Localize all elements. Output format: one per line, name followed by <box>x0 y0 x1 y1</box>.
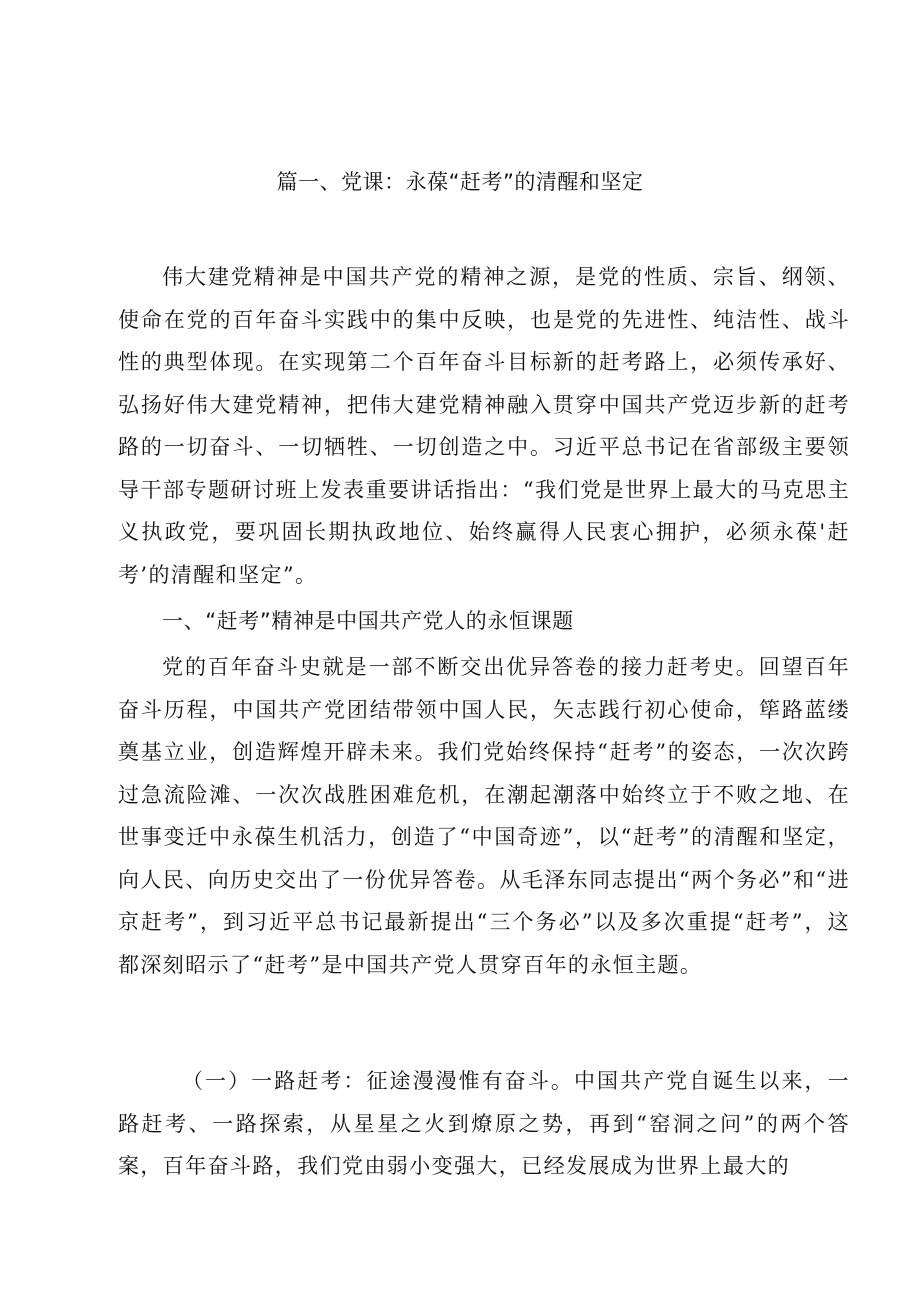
section-heading: 一、“赶考”精神是中国共产党人的永恒课题 <box>162 609 574 633</box>
body-paragraph-subsection-one: （一）一路赶考：征途漫漫惟有奋斗。中国共产党自诞生以来，一路赶考、一路探索，从星星之火到燎原之势，再到“窑洞之问”的两个答案，百年奋斗路，我们党由弱小变强大，已经发展成为世界上最大的 <box>118 1069 850 1178</box>
body-paragraph-history: 党的百年奋斗史就是一部不断交出优异答卷的接力赶考史。回望百年奋斗历程，中国共产党团结带领中国人民，矢志践行初心使命，筚路蓝缕奠基立业，创造辉煌开辟未来。我们党始终保持“赶考”的姿态，一次次跨过急流险滩、一次次战胜困难危机，在潮起潮落中始终立于不败之地、在世事变迁中永葆生机活力，创造了“中国奇迹”，以“赶考”的清醒和坚定，向人民、向历史交出了一份优异答卷。从毛泽东同志提出“两个务必”和“进京赶考”，到习近平总书记最新提出“三个务必”以及多次重提“赶考”，这都深刻昭示了“赶考”是中国共产党人贯穿百年的永恒主题。 <box>118 655 850 977</box>
body-paragraph-intro: 伟大建党精神是中国共产党的精神之源，是党的性质、宗旨、纲领、使命在党的百年奋斗实践中的集中反映，也是党的先进性、纯洁性、战斗性的典型体现。在实现第二个百年奋斗目标新的赶考路上，必须传承好、弘扬好伟大建党精神，把伟大建党精神融入贯穿中国共产党迈步新的赶考路的一切奋斗、一切牺牲、一切创造之中。习近平总书记在省部级主要领导干部专题研讨班上发表重要讲话指出：“我们党是世界上最大的马克思主义执政党，要巩固长期执政地位、始终赢得人民衷心拥护，必须永葆'赶考’的清醒和坚定”。 <box>118 265 850 587</box>
document-title: 篇一、党课：永葆“赶考”的清醒和坚定 <box>276 170 644 194</box>
